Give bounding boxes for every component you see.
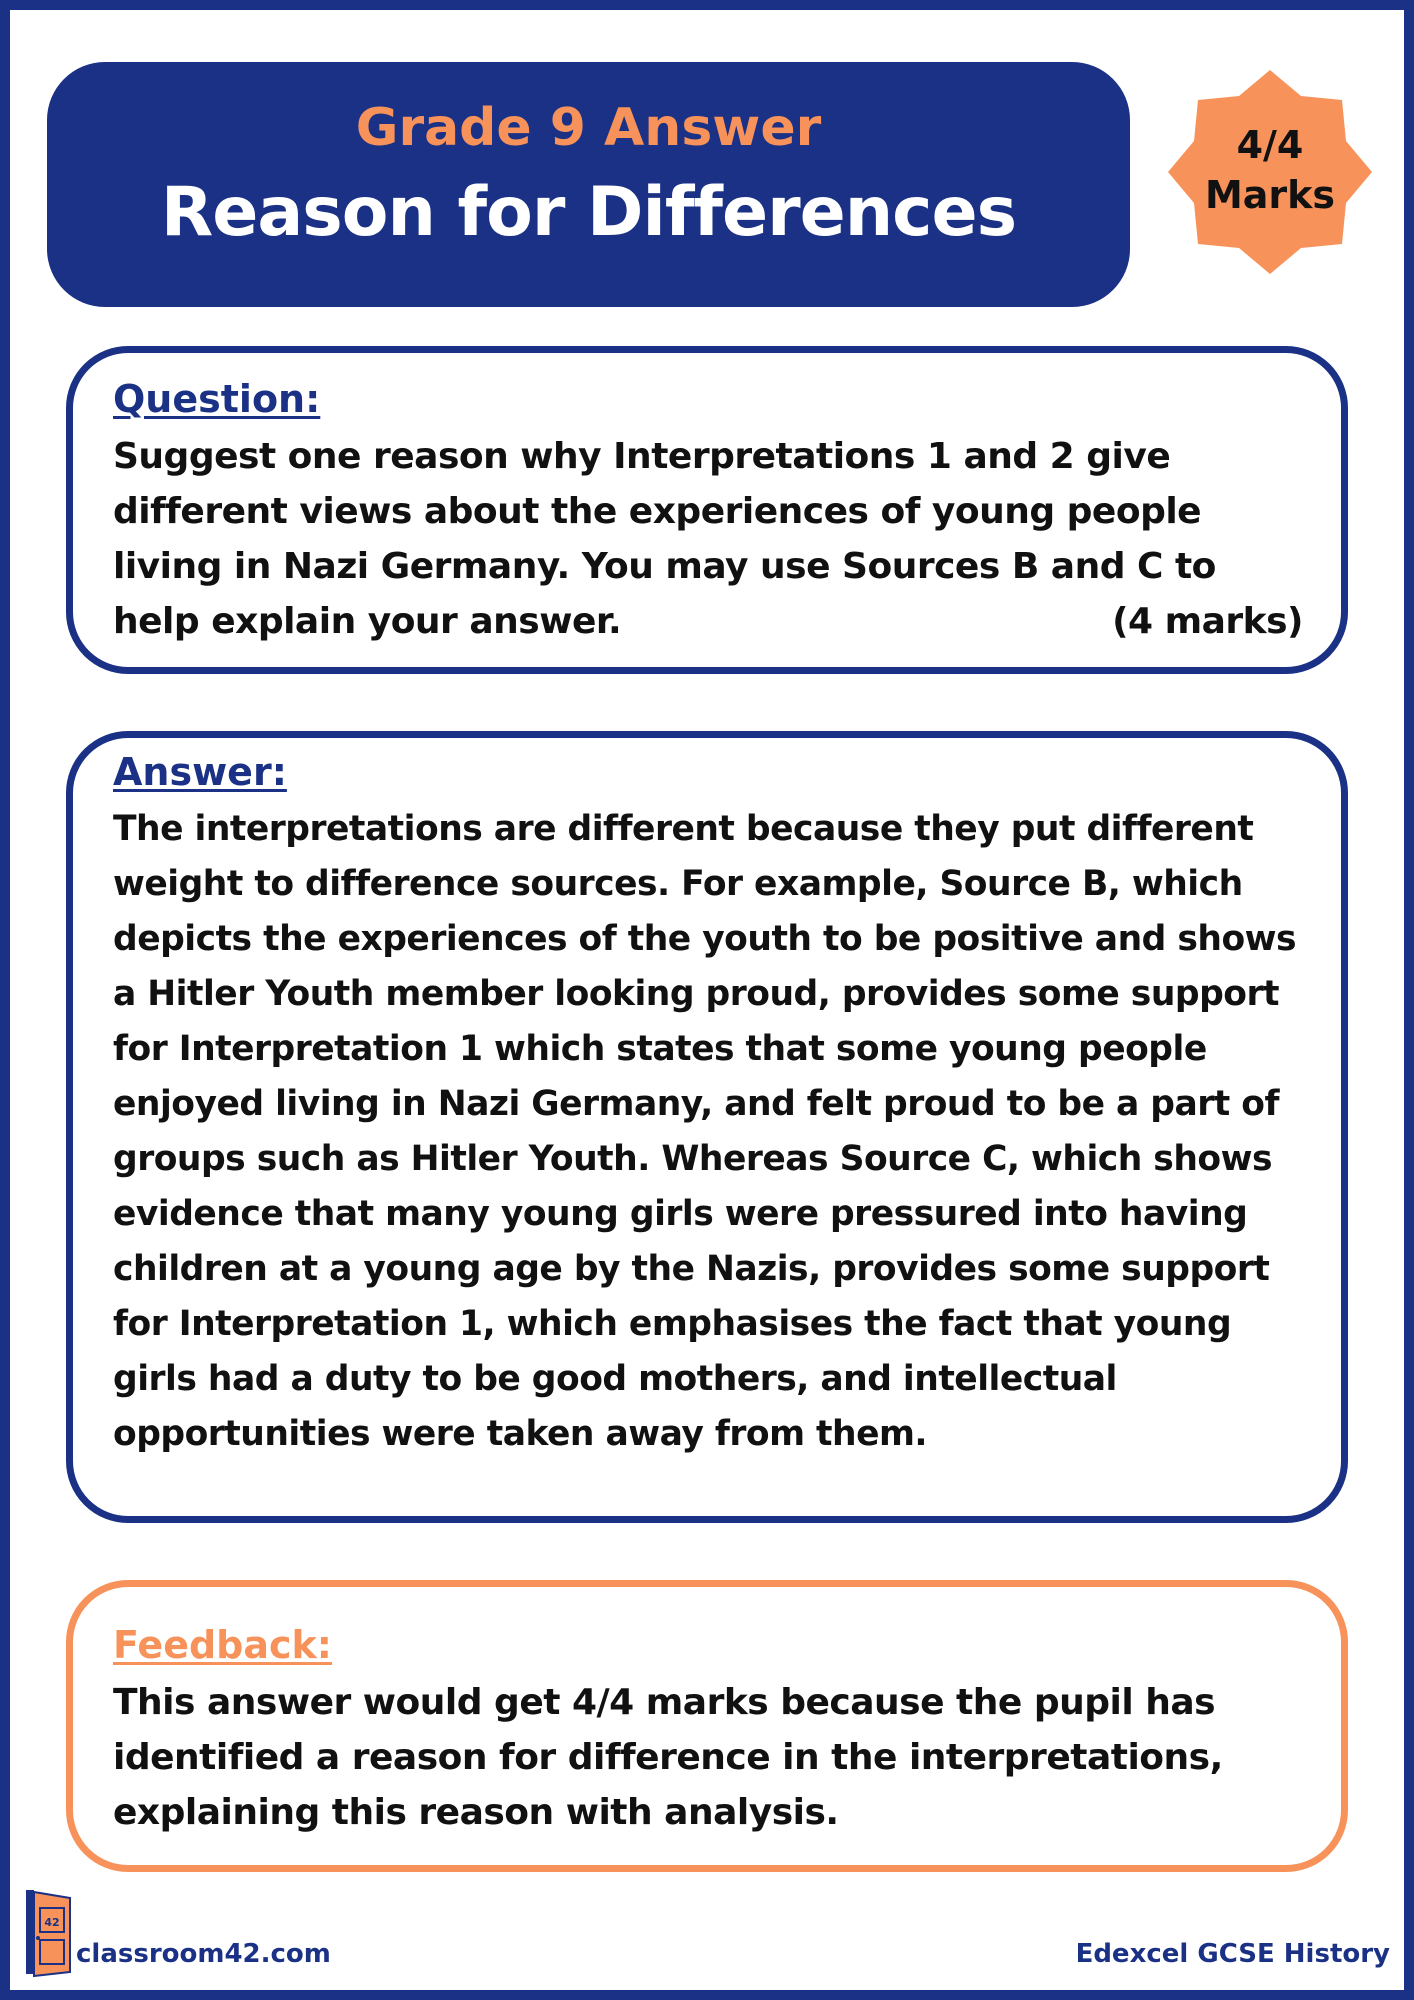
door-logo-icon (24, 1888, 74, 1978)
feedback-text: This answer would get 4/4 marks because the pupil has identified a reason for difference in the interpretations, explaining this reason with analysis. (113, 1682, 1223, 1833)
question-box (66, 346, 1348, 674)
page-title: Reason for Differences (160, 173, 1017, 252)
question-text-block (113, 429, 1303, 649)
question-marks: (4 marks) (1112, 601, 1303, 642)
feedback-box (66, 1580, 1348, 1872)
question-text: Suggest one reason why Interpretations 1 and 2 give different views about the experiences of young people living in Nazi Germany. You may use Sources B and C to help explain your answer. (113, 436, 1216, 642)
answer-label: Answer: (113, 750, 287, 794)
grade-heading: Grade 9 Answer (355, 98, 822, 158)
logo-number: 42 (44, 1916, 60, 1929)
question-label: Question: (113, 377, 321, 421)
answer-text: The interpretations are different because they put different weight to difference sources. For example, Source B, which depicts the experiences of the youth to be positive and shows a Hitler Youth member looking proud, provides some support for Interpretation 1 which states that some young people enjoyed living in Nazi Germany, and felt proud to be a part of groups such as Hitler Youth. Whereas Source C, which shows evidence that many young girls were pressured into having children at a young age by the Nazis, provides some support for Interpretation 1, which emphasises the fact that young girls had a duty to be good mothers, and intellectual opportunities were taken away from them. (113, 809, 1297, 1454)
answer-box (66, 731, 1348, 1523)
feedback-label: Feedback: (113, 1623, 333, 1667)
course-name: Edexcel GCSE History (1075, 1939, 1390, 1969)
badge-unit: Marks (1204, 173, 1336, 217)
site-url: classroom42.com (76, 1939, 331, 1969)
marks-badge (1164, 66, 1376, 278)
badge-text (1164, 120, 1376, 220)
title-banner (47, 62, 1130, 307)
badge-score: 4/4 (1236, 123, 1304, 167)
